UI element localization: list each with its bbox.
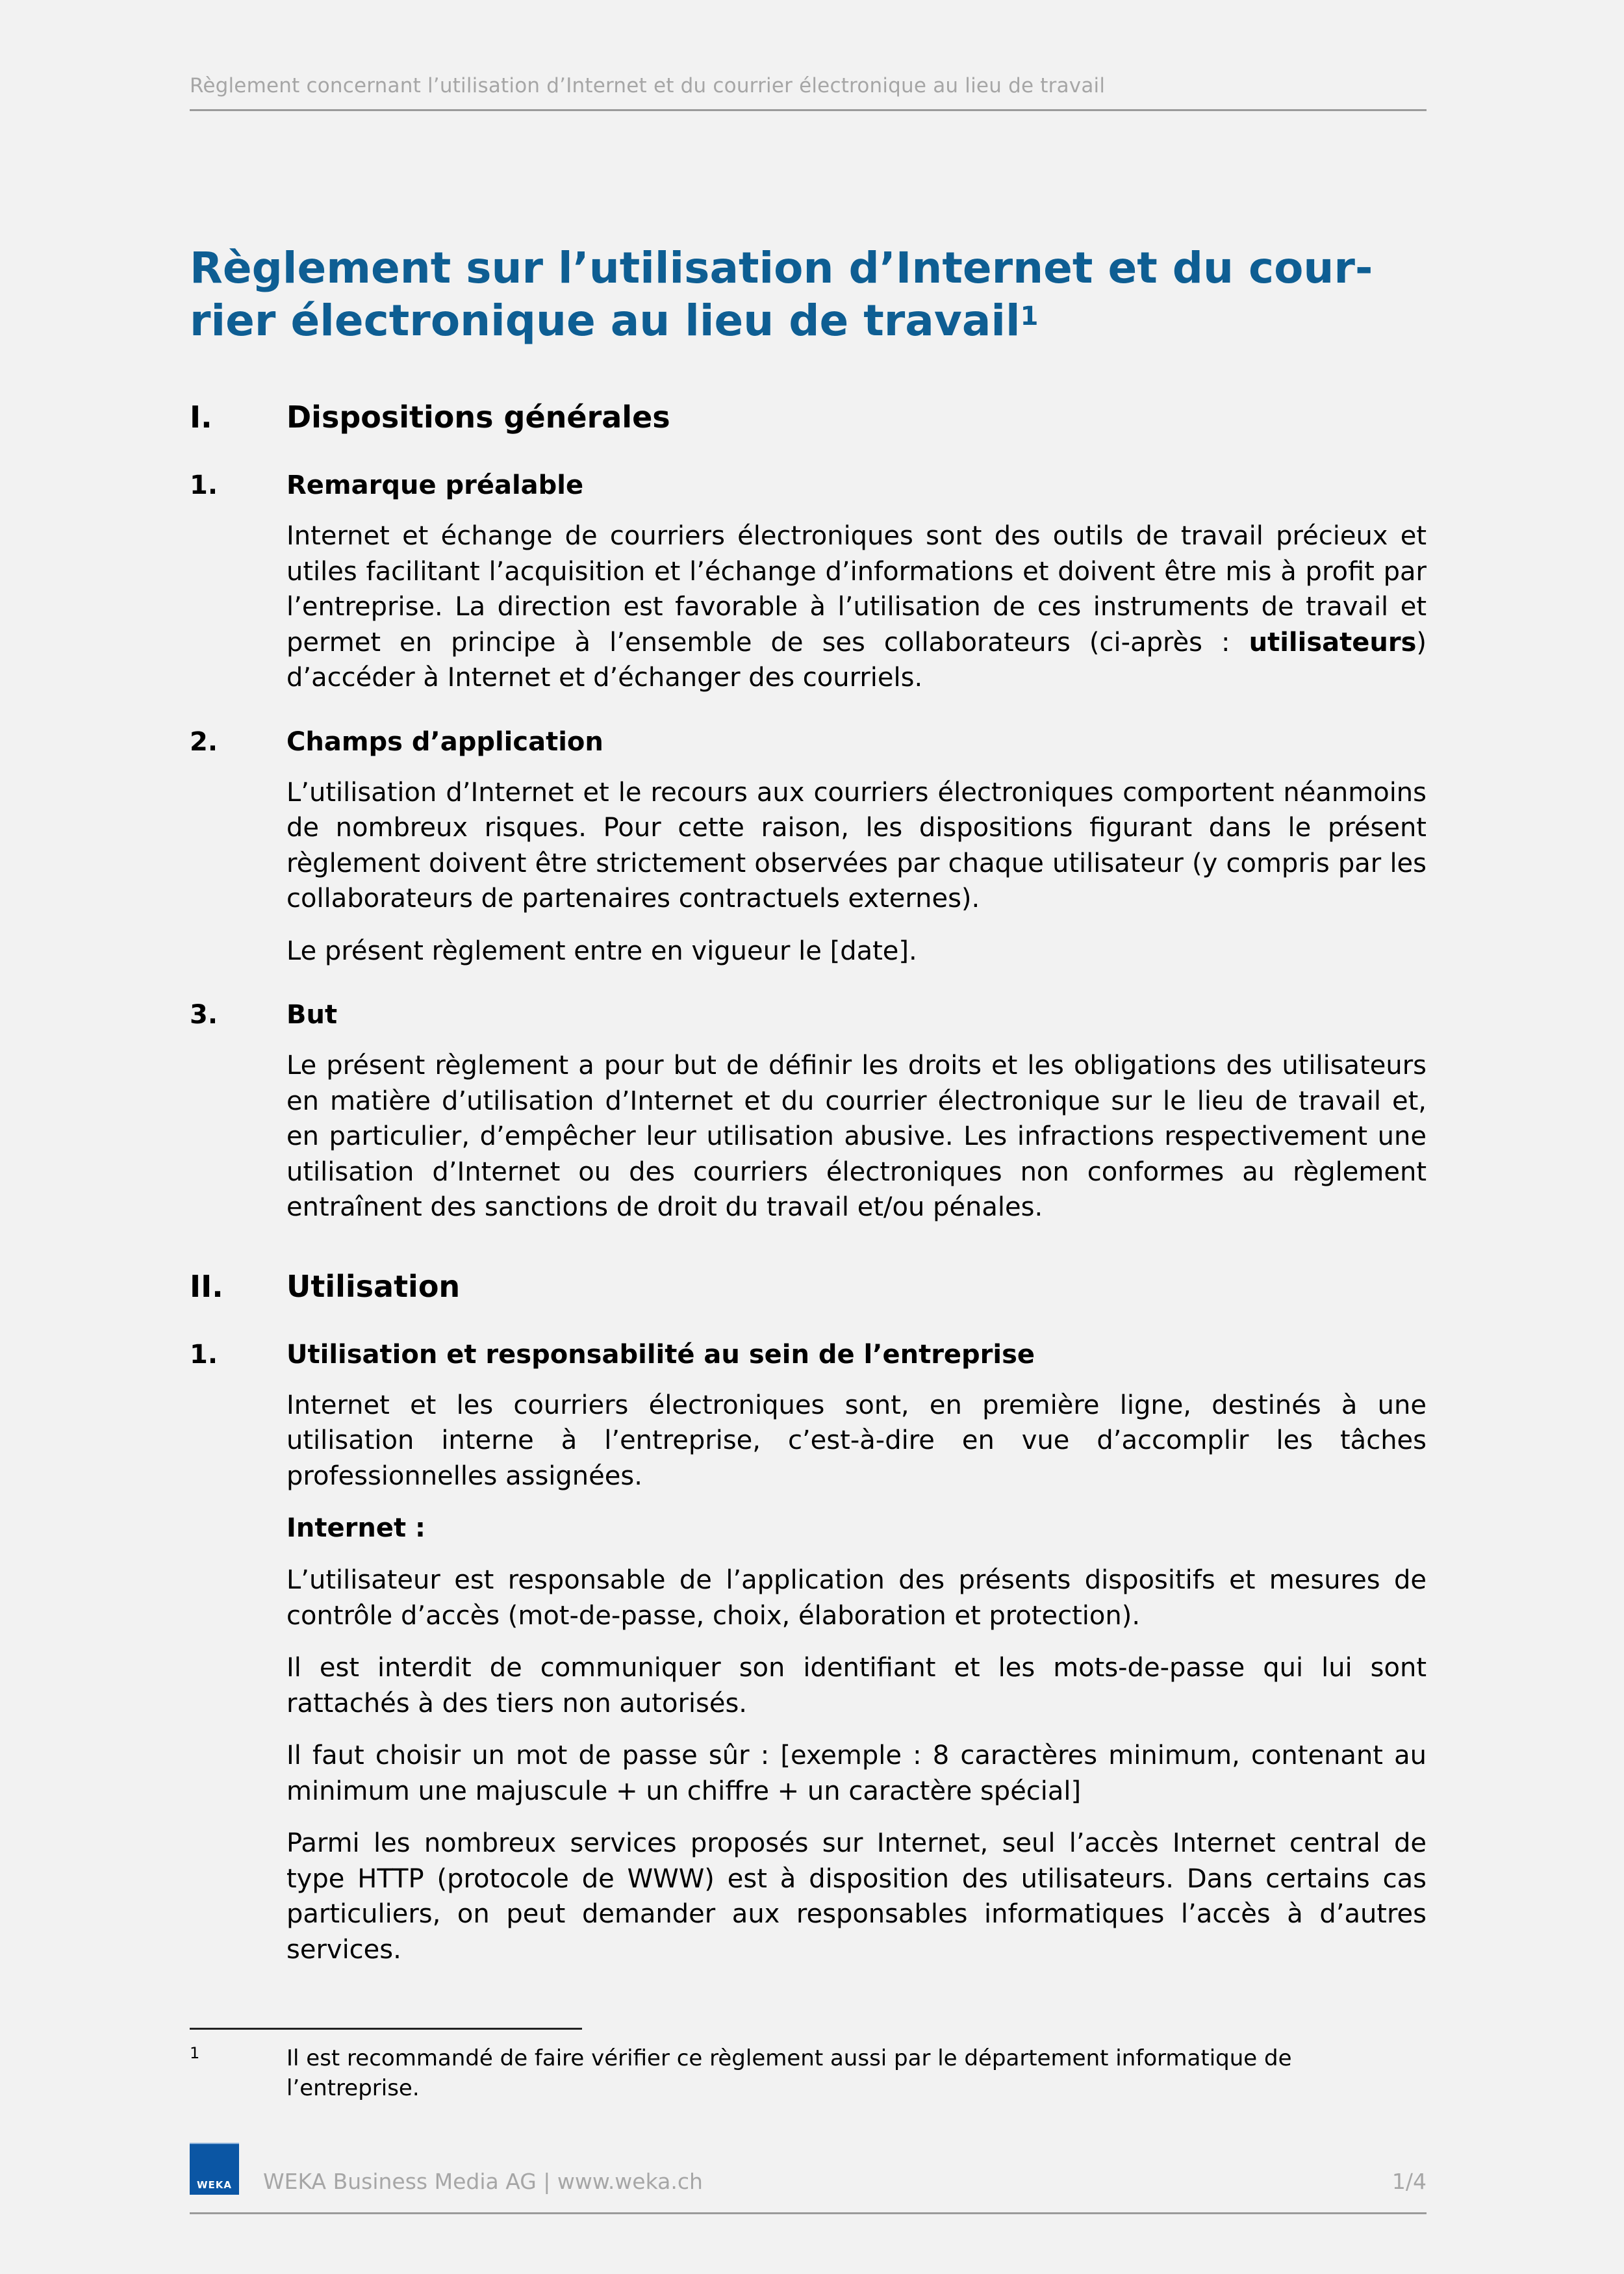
header-rule xyxy=(190,109,1427,111)
subsection-heading xyxy=(190,1337,1427,1372)
inline-heading: Internet : xyxy=(286,1513,425,1543)
subsection-number: 2. xyxy=(190,726,218,757)
paragraph-text: Internet et échange de courriers électroniques sont des outils de travail précieux et utiles facilitant l’acquisition et l’échange d’informations et doivent être mis à profit par l’entreprise. La direction est favorable à l’utilisation de ces instruments de travail et permet en principe à l’ensemble de ses collaborateurs (ci-après : xyxy=(286,521,1427,658)
paragraph xyxy=(286,1388,1427,1494)
logo-text: WEKA xyxy=(196,2179,233,2191)
subsection-title: Champs d’application xyxy=(286,726,603,757)
subsection-title: Utilisation et responsabilité au sein de l’entreprise xyxy=(286,1339,1035,1370)
footnote-mark: 1 xyxy=(190,2044,200,2062)
paragraph-text: Le présent règlement entre en vigueur le [date]. xyxy=(286,936,917,966)
page-number: 1/4 xyxy=(1391,2169,1427,2194)
subsection-heading xyxy=(190,724,1427,760)
paragraph xyxy=(286,775,1427,917)
section-title: Utilisation xyxy=(286,1268,461,1304)
paragraph-text: Le présent règlement a pour but de définir les droits et les obligations des utilisateurs en matière d’utilisation d’Internet et du courrier électronique sur le lieu de travail et, en particulier, d’empêcher leur utilisation abusive. Les infractions respectivement une utilisation d’Internet ou des courriers électroniques non conformes au règlement entraînent des sanctions de droit du travail et/ou pénales. xyxy=(286,1051,1427,1222)
paragraph-text: L’utilisation d’Internet et le recours aux courriers électroniques comportent néanmoins de nombreux risques. Pour cette raison, les dispositions figurant dans le présent règlement doivent être strictement observées par chaque utilisateur (y compris par les collaborateurs de partenaires contractuels externes). xyxy=(286,777,1427,913)
footer-rule xyxy=(190,2212,1427,2214)
paragraph xyxy=(286,1563,1427,1633)
section-heading xyxy=(190,1267,1427,1306)
paragraph xyxy=(286,1738,1427,1809)
subsection-number: 1. xyxy=(190,470,218,500)
subsection-heading xyxy=(190,468,1427,503)
footnote-text: Il est recommandé de faire vérifier ce règlement aussi par le département informatique de l’entreprise. xyxy=(286,2045,1292,2101)
section-title: Dispositions générales xyxy=(286,400,670,435)
paragraph-text: Il est interdit de communiquer son identifiant et les mots-de-passe qui lui sont rattachés à des tiers non autorisés. xyxy=(286,1653,1427,1718)
running-header: Règlement concernant l’utilisation d’Internet et du courrier électronique au lieu de travail xyxy=(190,74,1106,97)
paragraph xyxy=(286,934,1427,969)
paragraph-text: Parmi les nombreux services proposés sur Internet, seul l’accès Internet central de type HTTP (protocole de WWW) est à disposition des utilisateurs. Dans certains cas particuliers, on peut demander aux responsables informatiques l’accès à d’autres services. xyxy=(286,1828,1427,1965)
paragraph-text: ) d’accéder à Internet et d’échanger des courriels. xyxy=(286,627,1427,693)
footnote xyxy=(190,2043,1427,2103)
footnote-separator xyxy=(190,2028,582,2030)
paragraph xyxy=(286,1048,1427,1225)
subsection-title: Remarque préalable xyxy=(286,470,584,500)
subsection-title: But xyxy=(286,1000,338,1030)
section-heading xyxy=(190,398,1427,437)
document-body xyxy=(190,398,1427,1967)
subsection-number: 3. xyxy=(190,1000,218,1030)
paragraph-text: Internet et les courriers électroniques sont, en première ligne, destinés à une utilisation interne à l’entreprise, c’est-à-dire en vue d’accomplir les tâches professionnelles assignées. xyxy=(286,1390,1427,1491)
paragraph xyxy=(286,1826,1427,1967)
subsection-number: 1. xyxy=(190,1339,218,1370)
section-number: I. xyxy=(190,400,212,435)
paragraph-text: Il faut choisir un mot de passe sûr : [exemple : 8 caractères minimum, contenant au minimum une majuscule + un chiffre + un caractère spécial] xyxy=(286,1741,1427,1806)
title-line-2: rier électronique au lieu de travail xyxy=(190,296,1021,346)
section-number: II. xyxy=(190,1268,223,1304)
subsection-heading xyxy=(190,997,1427,1032)
title-line-1: Règlement sur l’utilisation d’Internet et du cour- xyxy=(190,243,1373,293)
document-title xyxy=(190,242,1437,347)
paragraph xyxy=(286,1650,1427,1721)
title-footnote-ref[interactable]: 1 xyxy=(1020,301,1039,331)
defined-term: utilisateurs xyxy=(1249,627,1417,658)
weka-logo xyxy=(190,2143,239,2195)
footer-publisher: WEKA Business Media AG | www.weka.ch xyxy=(263,2169,703,2194)
paragraph-text: L’utilisateur est responsable de l’application des présents dispositifs et mesures de contrôle d’accès (mot-de-passe, choix, élaboration et protection). xyxy=(286,1565,1427,1631)
paragraph xyxy=(286,518,1427,696)
